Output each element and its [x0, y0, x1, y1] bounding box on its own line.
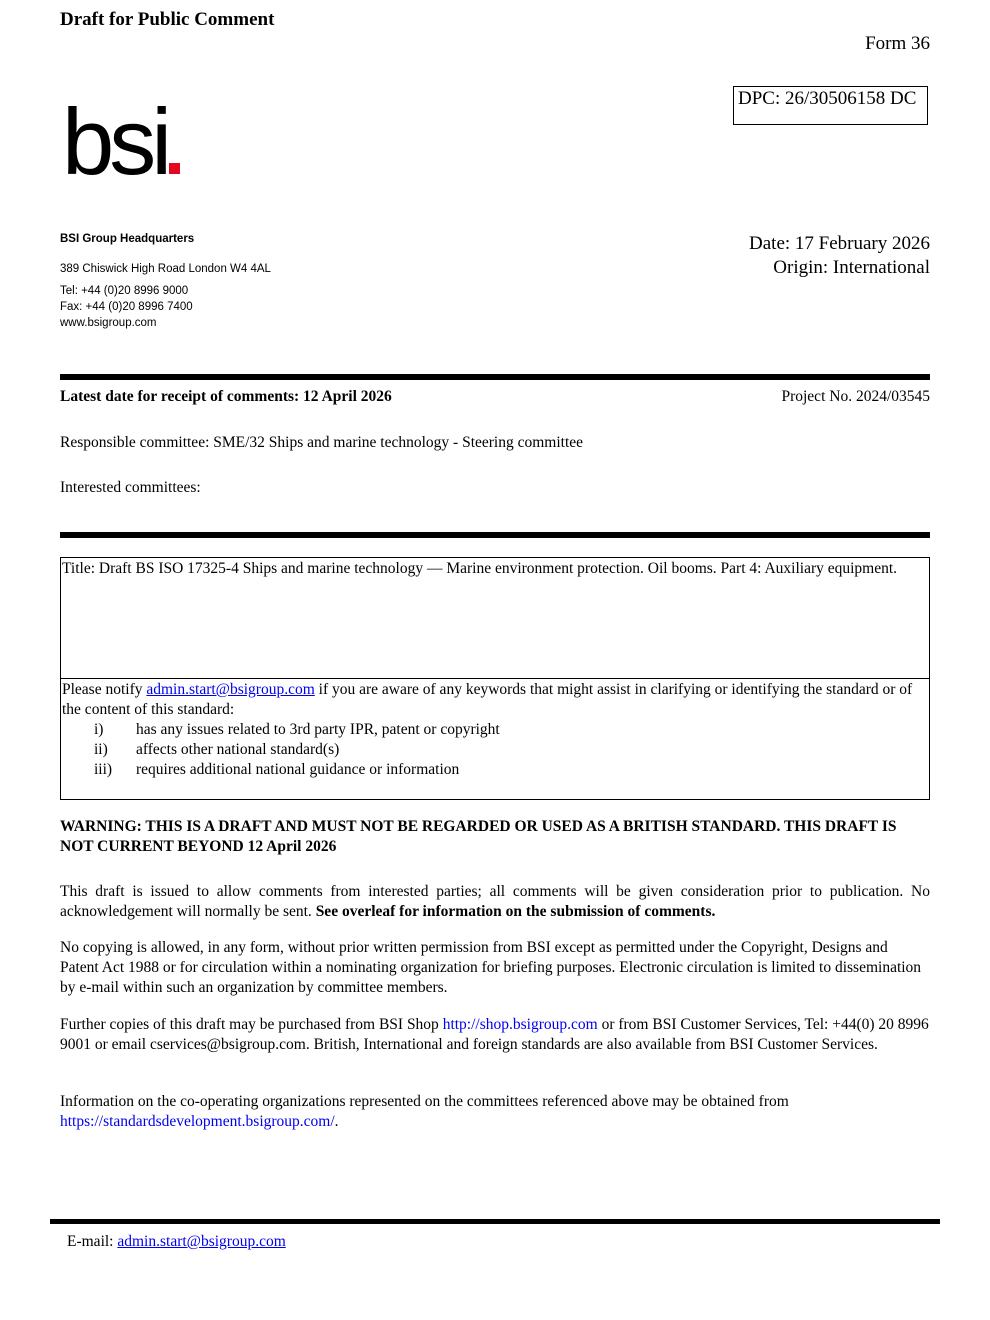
- list-item-text: affects other national standard(s): [136, 741, 340, 758]
- list-item: [62, 760, 929, 780]
- paragraph-copies: [60, 1015, 930, 1055]
- list-item: [62, 720, 929, 740]
- logo-dot: [169, 163, 180, 174]
- paragraph-organizations: [60, 1092, 930, 1132]
- latest-comment-date: Latest date for receipt of comments: 12 April 2026: [60, 388, 392, 405]
- paragraph-bold: See overleaf for information on the submission of comments.: [315, 903, 716, 920]
- hq-name: BSI Group Headquarters: [60, 233, 195, 245]
- paragraph-text: .: [334, 1113, 339, 1130]
- date: Date: 17 February 2026: [749, 233, 930, 254]
- draft-label: Draft for Public Comment: [60, 9, 275, 30]
- hq-tel: Tel: +44 (0)20 8996 9000: [60, 285, 189, 297]
- list-item-number: i): [94, 721, 104, 738]
- bsi-logo: [62, 89, 180, 194]
- hq-web: www.bsigroup.com: [60, 317, 157, 329]
- divider: [60, 374, 930, 380]
- notify-suffix: if you are aware of any keywords that might assist in clarifying or identifying the standard or of the content of this standard:: [62, 681, 913, 718]
- list-item-text: has any issues related to 3rd party IPR, patent or copyright: [136, 721, 500, 738]
- list-item-number: iii): [94, 761, 113, 778]
- document-title: Title: Draft BS ISO 17325-4 Ships and marine technology — Marine environment protection. Oil booms. Part 4: Auxiliary equipment.: [61, 558, 929, 679]
- footer-divider: [50, 1219, 940, 1224]
- warning: WARNING: THIS IS A DRAFT AND MUST NOT BE REGARDED OR USED AS A BRITISH STANDARD. THIS DRAFT IS NOT CURRENT BEYOND 12 April 2026: [60, 818, 897, 855]
- list-item: [62, 740, 929, 760]
- footer-email-label: E-mail:: [67, 1233, 118, 1250]
- logo-text: bsi: [62, 89, 168, 194]
- responsible-committee: Responsible committee: SME/32 Ships and marine technology - Steering committee: [60, 434, 584, 451]
- notify-text: [62, 680, 929, 720]
- project-number: Project No. 2024/03545: [781, 388, 930, 405]
- title-box: [60, 557, 930, 800]
- origin: Origin: International: [773, 257, 930, 278]
- paragraph-copying: No copying is allowed, in any form, without prior written permission from BSI except as permitted under the Copyright, Designs and Patent Act 1988 or for circulation within a nominating organization for briefing purposes. Electronic circulation is limited to dissemination by e-mail within such an organization by committee members.: [60, 939, 922, 996]
- footer-email-link[interactable]: admin.start@bsigroup.com: [117, 1233, 286, 1250]
- hq-address: 389 Chiswick High Road London W4 4AL: [60, 263, 271, 275]
- notify-section: [61, 679, 929, 780]
- paragraph-text: Further copies of this draft may be purchased from BSI Shop: [60, 1016, 443, 1033]
- notify-email-link[interactable]: admin.start@bsigroup.com: [146, 681, 315, 698]
- dpc-reference: DPC: 26/30506158 DC: [733, 86, 928, 125]
- divider: [60, 532, 930, 538]
- paragraph-comments: [60, 882, 930, 922]
- notify-prefix: Please notify: [62, 681, 147, 698]
- list-item-text: requires additional national guidance or information: [136, 761, 460, 778]
- interested-committees: Interested committees:: [60, 479, 201, 496]
- list-item-number: ii): [94, 741, 108, 758]
- standards-development-link[interactable]: https://standardsdevelopment.bsigroup.com/: [60, 1113, 335, 1130]
- paragraph-text: or from BSI Customer Services, Tel: +44(0) 20 8996 9001 or email cservices@bsigroup.com. British, International and foreign standards are also available from BSI Customer Services.: [60, 1016, 929, 1053]
- paragraph-text: This draft is issued to allow comments from interested parties; all comments will be given consideration prior to publication. No acknowledgement will normally be sent.: [60, 883, 930, 920]
- paragraph-text: Information on the co-operating organizations represented on the committees referenced above may be obtained from: [60, 1093, 789, 1110]
- footer-email: [67, 1233, 286, 1251]
- form-number: Form 36: [865, 33, 930, 54]
- hq-fax: Fax: +44 (0)20 8996 7400: [60, 301, 193, 313]
- shop-link[interactable]: http://shop.bsigroup.com: [442, 1016, 598, 1033]
